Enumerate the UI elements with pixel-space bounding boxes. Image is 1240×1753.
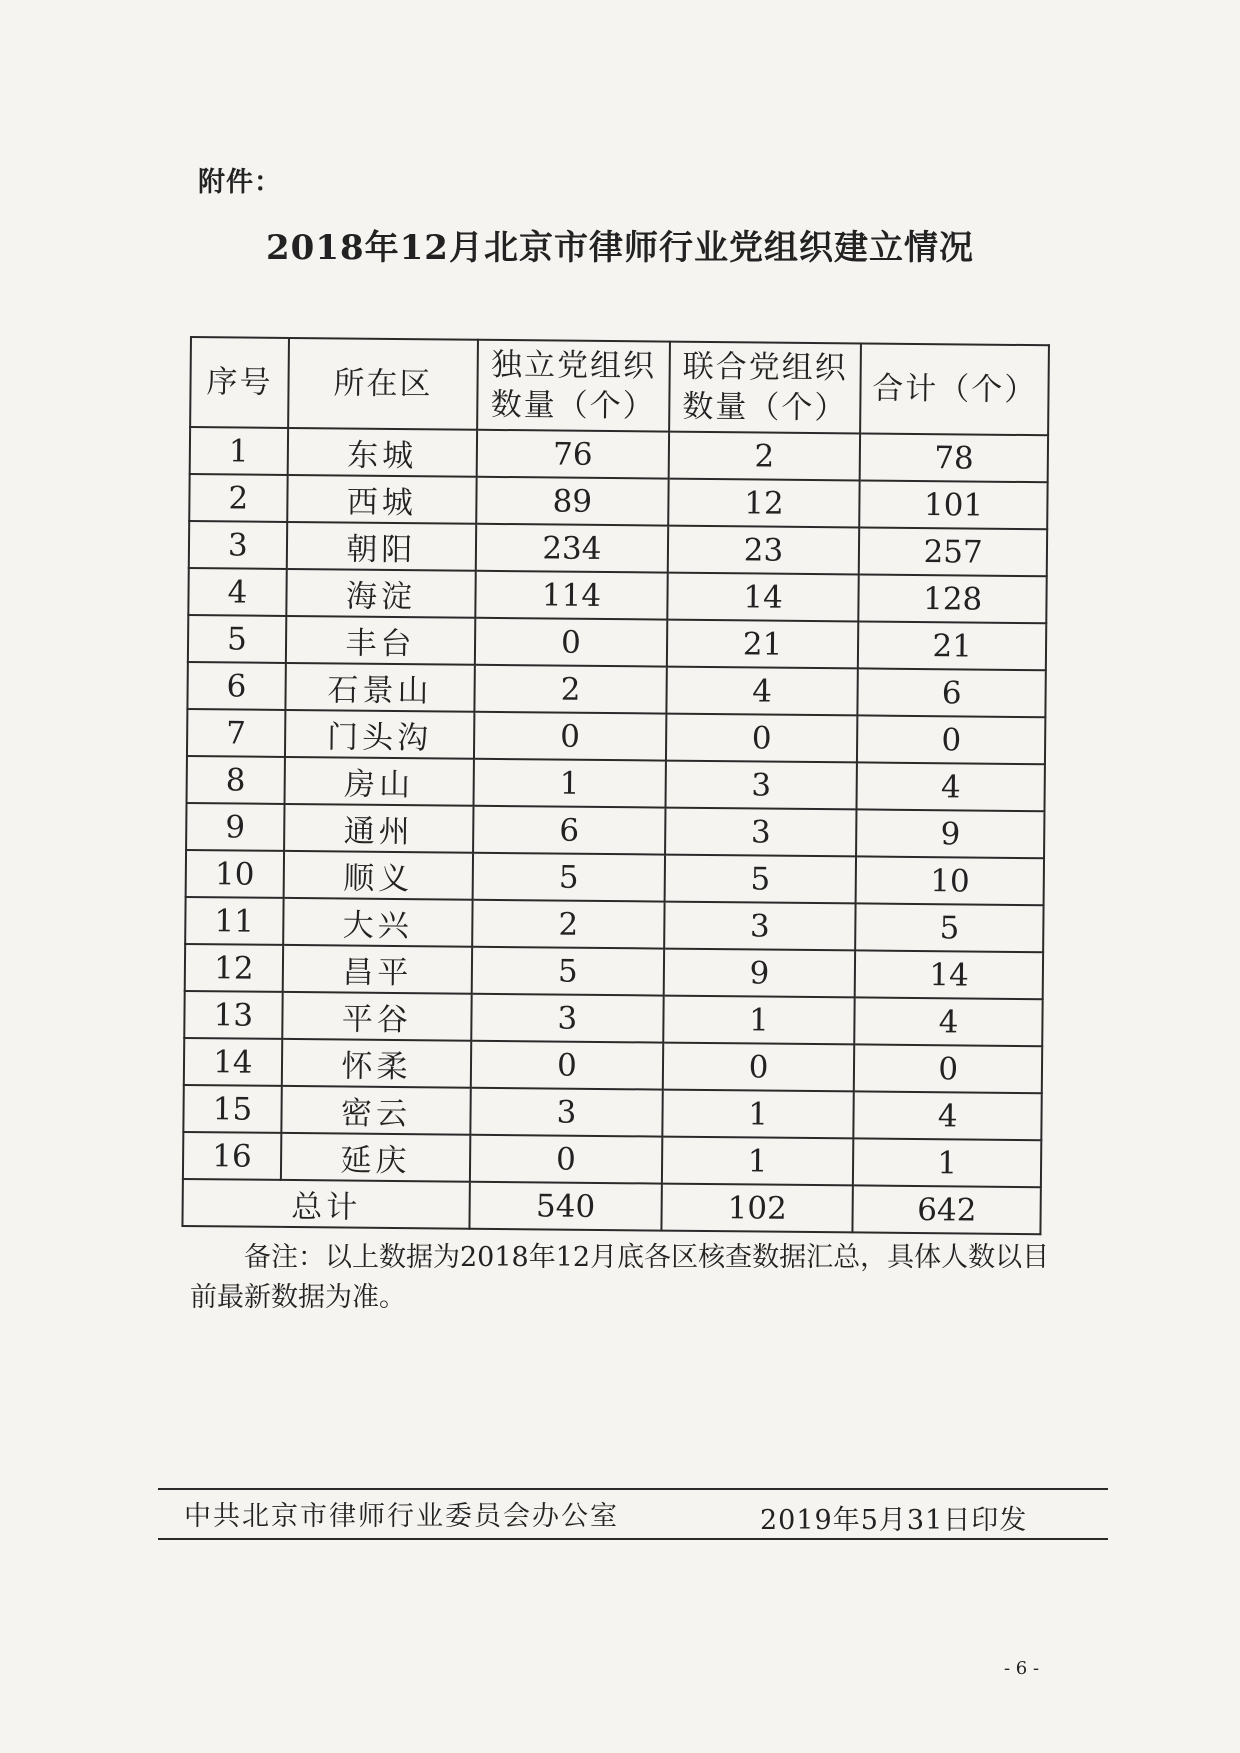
cell-district: 房山 xyxy=(284,757,474,806)
table-row xyxy=(186,850,1044,905)
table-row xyxy=(184,991,1042,1046)
cell-joint: 1 xyxy=(663,996,855,1045)
cell-joint: 9 xyxy=(663,949,855,998)
party-organization-table xyxy=(181,336,1050,1235)
cell-district: 延庆 xyxy=(281,1133,471,1182)
remark-note: 备注：以上数据为2018年12月底各区核查数据汇总，具体人数以目前最新数据为准。 xyxy=(190,1242,1050,1313)
cell-joint: 3 xyxy=(665,808,857,857)
cell-total: 101 xyxy=(860,480,1048,529)
cell-independent: 5 xyxy=(473,853,665,902)
page-number: - 6 - xyxy=(1004,1658,1040,1679)
cell-independent: 114 xyxy=(475,571,667,620)
cell-joint: 2 xyxy=(668,432,860,481)
cell-district: 海淀 xyxy=(286,569,476,618)
cell-district: 顺义 xyxy=(283,851,473,900)
cell-joint: 12 xyxy=(668,479,860,528)
header-joint-count: 联合党组织数量（个） xyxy=(669,342,861,434)
table-total-row xyxy=(182,1179,1040,1234)
cell-independent: 3 xyxy=(471,994,663,1043)
cell-independent: 0 xyxy=(475,618,667,667)
cell-index: 13 xyxy=(184,991,282,1039)
cell-joint: 23 xyxy=(667,526,859,575)
cell-index: 9 xyxy=(186,803,284,851)
cell-total: 10 xyxy=(856,856,1044,905)
cell-total: 4 xyxy=(854,1091,1042,1140)
cell-index: 10 xyxy=(186,850,284,898)
cell-total: 1 xyxy=(853,1138,1041,1187)
cell-index: 14 xyxy=(184,1038,282,1086)
attachment-label: 附件： xyxy=(198,167,282,198)
issuing-office: 中共北京市律师行业委员会办公室 xyxy=(184,1501,619,1532)
table-row xyxy=(187,662,1045,717)
cell-total: 0 xyxy=(854,1044,1042,1093)
cell-independent: 2 xyxy=(472,900,664,949)
cell-index: 2 xyxy=(189,474,287,522)
cell-index: 3 xyxy=(189,521,287,569)
cell-district: 西城 xyxy=(287,475,477,524)
table-row xyxy=(188,615,1046,670)
table-row xyxy=(186,803,1044,858)
cell-independent: 89 xyxy=(476,477,668,526)
cell-index: 4 xyxy=(188,568,286,616)
cell-index: 7 xyxy=(187,709,285,757)
table-row xyxy=(185,944,1043,999)
cell-district: 通州 xyxy=(284,804,474,853)
cell-index: 8 xyxy=(187,756,285,804)
cell-independent: 0 xyxy=(470,1135,662,1184)
cell-joint: 4 xyxy=(666,667,858,716)
cell-total: 14 xyxy=(855,950,1043,999)
table-row xyxy=(184,1038,1042,1093)
table-row xyxy=(188,568,1046,623)
cell-total: 5 xyxy=(855,903,1043,952)
total-independent: 540 xyxy=(470,1182,662,1231)
header-independent-count: 独立党组织数量（个） xyxy=(477,340,669,432)
cell-independent: 234 xyxy=(476,524,668,573)
cell-district: 朝阳 xyxy=(287,522,477,571)
table-row xyxy=(190,427,1048,482)
footer-rule-top xyxy=(158,1488,1108,1490)
cell-joint: 3 xyxy=(665,761,857,810)
table-body xyxy=(183,427,1048,1187)
cell-joint: 21 xyxy=(667,620,859,669)
header-district: 所在区 xyxy=(288,338,478,430)
cell-index: 16 xyxy=(183,1132,281,1180)
cell-district: 怀柔 xyxy=(282,1039,472,1088)
table-row xyxy=(189,521,1047,576)
cell-joint: 1 xyxy=(662,1090,854,1139)
cell-total: 128 xyxy=(859,574,1047,623)
cell-total: 4 xyxy=(857,762,1045,811)
total-label: 总计 xyxy=(182,1179,470,1229)
cell-district: 平谷 xyxy=(282,992,472,1041)
table-row xyxy=(185,897,1043,952)
table-row xyxy=(183,1085,1041,1140)
total-joint: 102 xyxy=(661,1184,853,1233)
cell-total: 9 xyxy=(856,809,1044,858)
header-index: 序号 xyxy=(190,337,289,428)
table-row xyxy=(189,474,1047,529)
cell-independent: 1 xyxy=(474,759,666,808)
cell-independent: 0 xyxy=(471,1041,663,1090)
cell-district: 丰台 xyxy=(286,616,476,665)
issue-date: 2019年5月31日印发 xyxy=(760,1505,1028,1536)
table-header-row xyxy=(190,337,1049,435)
cell-district: 昌平 xyxy=(282,945,472,994)
document-title: 2018年12月北京市律师行业党组织建立情况 xyxy=(266,228,974,268)
cell-district: 东城 xyxy=(287,428,477,477)
cell-district: 大兴 xyxy=(283,898,473,947)
table-row xyxy=(187,756,1045,811)
table-row xyxy=(183,1132,1041,1187)
cell-index: 12 xyxy=(185,944,283,992)
cell-joint: 14 xyxy=(667,573,859,622)
cell-total: 4 xyxy=(855,997,1043,1046)
cell-district: 石景山 xyxy=(285,663,475,712)
header-total: 合计（个） xyxy=(860,343,1049,435)
cell-total: 6 xyxy=(858,668,1046,717)
cell-index: 1 xyxy=(190,427,288,475)
total-sum: 642 xyxy=(853,1185,1041,1234)
table-row xyxy=(187,709,1045,764)
cell-joint: 0 xyxy=(663,1043,855,1092)
cell-independent: 3 xyxy=(470,1088,662,1137)
cell-total: 21 xyxy=(858,621,1046,670)
cell-total: 0 xyxy=(857,715,1045,764)
cell-independent: 2 xyxy=(475,665,667,714)
footer-rule-bottom xyxy=(158,1538,1108,1540)
cell-total: 257 xyxy=(859,527,1047,576)
cell-index: 15 xyxy=(183,1085,281,1133)
cell-total: 78 xyxy=(860,433,1048,482)
cell-index: 6 xyxy=(187,662,285,710)
cell-joint: 1 xyxy=(662,1137,854,1186)
cell-independent: 5 xyxy=(472,947,664,996)
cell-independent: 6 xyxy=(473,806,665,855)
cell-district: 密云 xyxy=(281,1086,471,1135)
cell-joint: 5 xyxy=(664,855,856,904)
cell-index: 5 xyxy=(188,615,286,663)
cell-independent: 0 xyxy=(474,712,666,761)
cell-district: 门头沟 xyxy=(285,710,475,759)
cell-index: 11 xyxy=(185,897,283,945)
cell-independent: 76 xyxy=(477,430,669,479)
cell-joint: 0 xyxy=(666,714,858,763)
cell-joint: 3 xyxy=(664,902,856,951)
